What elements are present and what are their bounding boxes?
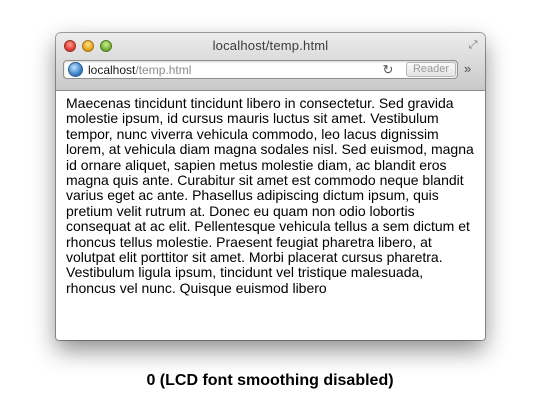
reload-icon[interactable]: ↻ xyxy=(382,62,394,77)
browser-window xyxy=(56,33,485,340)
address-url[interactable] xyxy=(88,63,191,77)
url-host: localhost xyxy=(88,63,136,77)
body-paragraph: Maecenas tincidunt tincidunt libero in consectetur. Sed gravida molestie ipsum, id cursus mauris luctus sit amet. Vestibulum tempor, nunc viverra vehicula commodo, leo lacus dignissim lorem, at vehicula diam magna sodales nisl. Sed euismod, magna id ornare aliquet, sapien metus molestie diam, ac blandit eros magna quis ante. Curabitur sit amet est commodo neque blandit varius eget ac ante. Phasellus adipiscing dictum ipsum, quis pretium velit rutrum at. Donec eu quam non odio lobortis consequat at ac elit. Pellentesque vehicula tellus a sem dictum et rhoncus tellus molestie. Praesent feugiat pharetra libero, at volutpat elit porttitor sit amet. Morbi placerat cursus pharetra. Vestibulum ligula ipsum, tincidunt vel tristique malesuada, rhoncus vel nunc. Quisque euismod libero xyxy=(66,96,474,296)
fullscreen-arrows-icon[interactable]: ⤢ xyxy=(468,39,478,51)
address-bar[interactable] xyxy=(63,60,458,79)
window-title: localhost/temp.html xyxy=(212,38,329,53)
caption: 0 (LCD font smoothing disabled) xyxy=(146,372,394,389)
window-toolbar xyxy=(56,33,485,91)
url-path: /temp.html xyxy=(135,63,192,77)
reader-button[interactable]: Reader xyxy=(406,62,456,77)
globe-icon xyxy=(68,62,83,77)
page-content xyxy=(66,96,476,340)
double-chevron-icon[interactable]: » xyxy=(464,61,472,76)
